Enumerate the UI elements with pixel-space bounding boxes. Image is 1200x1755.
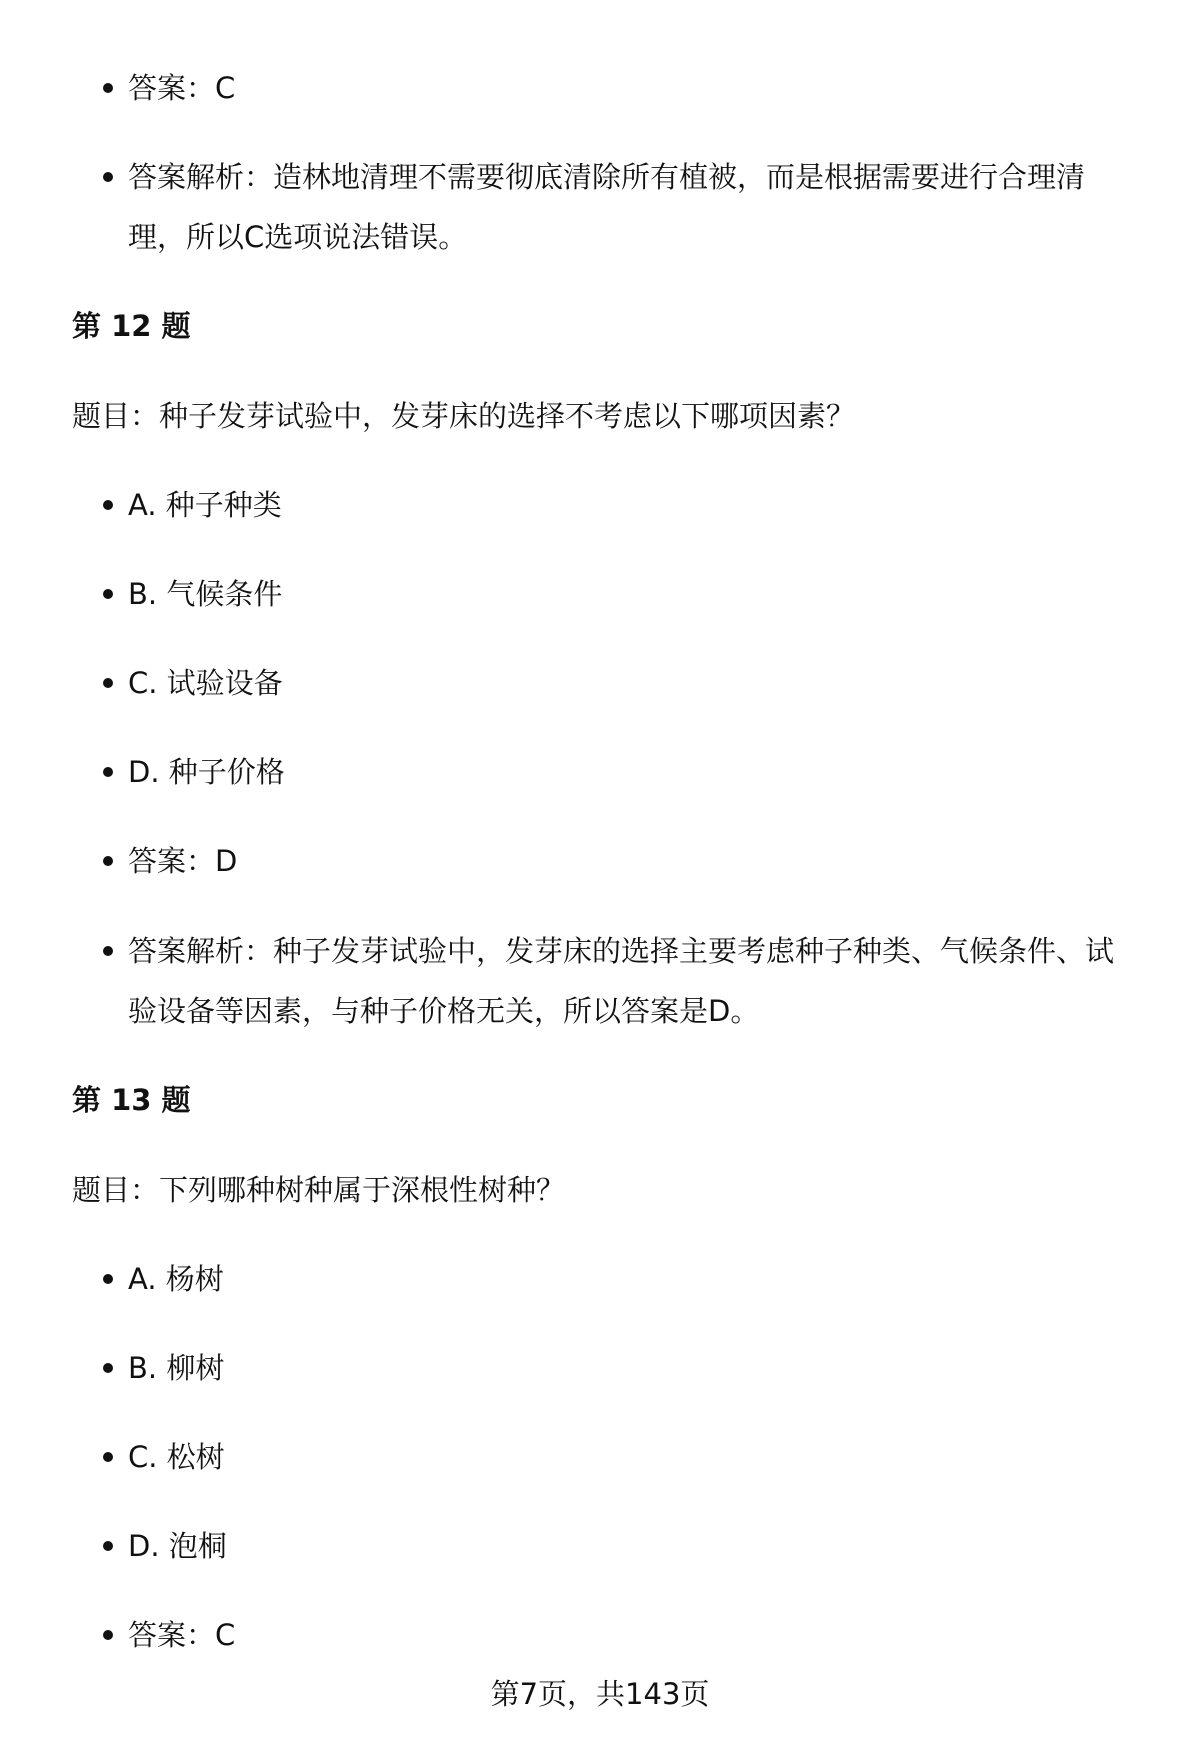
question-13-stem: 题目：下列哪种树种属于深根性树种？ xyxy=(72,1173,566,1207)
question-13-option-c: C. 松树 xyxy=(128,1437,225,1477)
question-12-explanation-cont: 验设备等因素，与种子价格无关，所以答案是D。 xyxy=(128,994,760,1028)
page-footer: 第7页，共143页 xyxy=(490,1677,710,1711)
prev-explanation: 答案解析：造林地清理不需要彻底清除所有植被，而是根据需要进行合理清 xyxy=(128,157,1085,197)
prev-explanation-cont: 理，所以C选项说法错误。 xyxy=(128,220,468,254)
question-13-option-b: B. 柳树 xyxy=(128,1348,224,1388)
question-13-answer: 答案：C xyxy=(128,1615,235,1655)
question-13-option-d: D. 泡桐 xyxy=(128,1526,227,1566)
question-12-option-b: B. 气候条件 xyxy=(128,574,282,614)
question-12-option-c: C. 试验设备 xyxy=(128,663,283,703)
question-13-heading: 第 13 题 xyxy=(72,1083,191,1117)
question-12-explanation: 答案解析：种子发芽试验中，发芽床的选择主要考虑种子种类、气候条件、试 xyxy=(128,931,1114,971)
question-12-option-a: A. 种子种类 xyxy=(128,485,282,525)
question-12-heading: 第 12 题 xyxy=(72,309,191,343)
question-13-option-a: A. 杨树 xyxy=(128,1259,224,1299)
question-12-option-d: D. 种子价格 xyxy=(128,752,285,792)
prev-answer: 答案：C xyxy=(128,68,235,108)
question-12-answer: 答案：D xyxy=(128,841,237,881)
question-12-stem: 题目：种子发芽试验中，发芽床的选择不考虑以下哪项因素？ xyxy=(72,399,856,433)
